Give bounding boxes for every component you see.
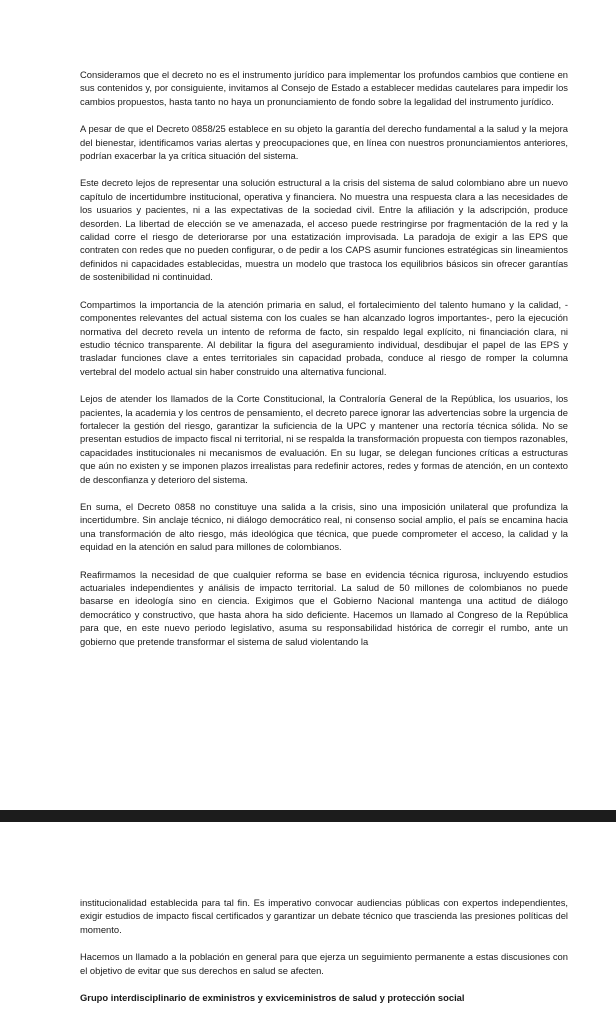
paragraph-atencion-primaria: Compartimos la importancia de la atención primaria en salud, el fortalecimiento del talento humano y la calidad, -componentes relevantes del actual sistema con los cuales se han alcanzado logros importantes-, pero la ejecución normativa del decreto revela un intento de reforma de facto, sin respaldo legal explícito, ni financiación clara, ni estudio técnico transparente. Al debilitar la figura del aseguramiento individual, desdibujar el papel de las EPS y trasladar funciones clave a entes territoriales sin capacidad probada, conduce al riesgo de romper la columna vertebral del modelo actual sin haber construido una alternativa funcional. xyxy=(80,298,568,377)
paragraph-institucionalidad: institucionalidad establecida para tal fin. Es imperativo convocar audiencias públicas con expertos independientes, exigir estudios de impacto fiscal certificados y garantizar un debate técnico que trascienda las presiones políticas del momento. xyxy=(80,897,568,935)
paragraph-reafirmamos: Reafirmamos la necesidad de que cualquier reforma se base en evidencia técnica rigurosa, incluyendo estudios actuariales independientes y análisis de impacto territorial. La salud de 50 millones de colombianos no puede basarse en ideología sino en ciencia. Exigimos que el Gobierno Nacional mantenga una actitud de diálogo democrático y constructivo, que hasta ahora ha sido deficiente. Hacemos un llamado al Congreso de la República para que, en este nuevo periodo legislativo, asuma su responsabilidad histórica de corregir el rumbo, ante un gobierno que pretende transformar el sistema de salud violentando la xyxy=(80,568,568,647)
paragraph-alertas: A pesar de que el Decreto 0858/25 establece en su objeto la garantía del derecho fundamental a la salud y la mejora del bienestar, identificamos varias alertas y preocupaciones que, en línea con nuestros pronunciamientos anteriores, podrían exacerbar la ya crítica situación del sistema. xyxy=(80,123,568,162)
page-1-body xyxy=(80,68,568,662)
document-page-2 xyxy=(0,822,616,1024)
page-break-divider xyxy=(0,790,616,822)
page-2-body xyxy=(80,896,568,1018)
page-break-band xyxy=(0,810,616,822)
signature-line: Grupo interdisciplinario de exministros y exviceministros de salud y protección social xyxy=(80,992,465,1004)
paragraph-corte-constitucional: Lejos de atender los llamados de la Corte Constitucional, la Contraloría General de la República, los usuarios, los pacientes, la academia y los centros de pensamiento, el decreto parece ignorar las advertencias sobre la urgencia de fortalecer la gestión del riesgo, garantizar la suficiencia de la UPC y mantener una rectoría técnica sólida. No se presentan estudios de impacto fiscal ni territorial, ni se respalda la transformación propuesta con tiempos razonables, capacidades institucionales ni mecanismos de evaluación. En su lugar, se delegan funciones críticas a estructuras que aún no existen y se imponen plazos irrealistas para redefinir actores, redes y formas de atención, en un contexto de desconfianza y deterioro del sistema. xyxy=(80,393,568,485)
paragraph-medidas-cautelares: Consideramos que el decreto no es el instrumento jurídico para implementar los profundos cambios que contiene en sus contenidos y, por consiguiente, invitamos al Consejo de Estado a establecer medidas cautelares para impedir los cambios propuestos, hasta tanto no haya un pronunciamiento de fondo sobre la legalidad del instrumento jurídico. xyxy=(80,69,568,107)
paragraph-en-suma: En suma, el Decreto 0858 no constituye una salida a la crisis, sino una imposición unilateral que profundiza la incertidumbre. Sin anclaje técnico, ni diálogo democrático real, ni consenso social amplio, el país se encamina hacia una transformación de alto riesgo, más ideológica que técnica, que puede comprometer el acceso, la calidad y la equidad en la atención en salud para millones de colombianos. xyxy=(80,500,568,553)
paragraph-llamado-poblacion: Hacemos un llamado a la población en general para que ejerza un seguimiento permanente a estas discusiones con el objetivo de evitar que sus derechos en salud se afecten. xyxy=(80,951,568,976)
paragraph-incertidumbre: Este decreto lejos de representar una solución estructural a la crisis del sistema de salud colombiano abre un nuevo capítulo de incertidumbre institucional, operativa y financiera. No muestra una respuesta clara a las necesidades de los usuarios y pacientes, ni a las expectativas de la sociedad civil. Entre la afiliación y la adscripción, produce desorden. La libertad de elección se ve amenazada, el acceso puede restringirse por fragmentación de la red y la calidad corre el riesgo de deteriorarse por una estatización improvisada. La paradoja de exigir a las EPS que contraten con redes que no pueden configurar, o de pedir a los CAPS asumir funciones estratégicas sin lineamientos definidos ni capacidades establecidas, muestra un modelo que trastoca los equilibrios básicos sin ofrecer garantías de sostenibilidad ni continuidad. xyxy=(80,177,568,283)
